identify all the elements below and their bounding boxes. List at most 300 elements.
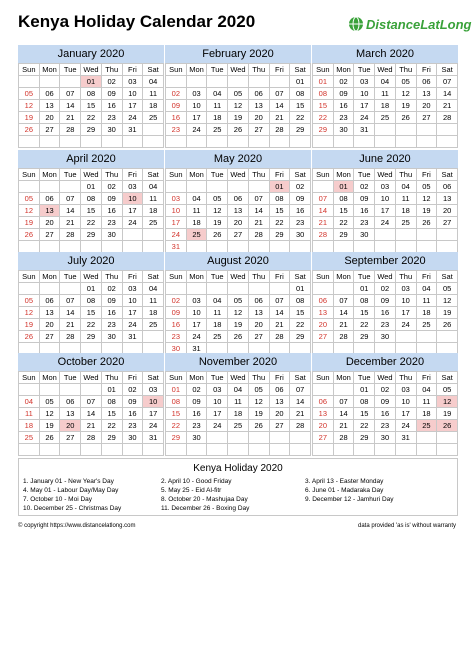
day-cell: 19: [437, 307, 458, 319]
empty-cell: [81, 444, 102, 456]
day-cell: 22: [101, 420, 122, 432]
day-cell: 04: [395, 181, 416, 193]
day-cell: 29: [101, 432, 122, 444]
holiday-item: 1. January 01 - New Year's Day: [23, 478, 114, 485]
empty-cell: [354, 241, 375, 253]
day-cell: 24: [375, 217, 396, 229]
weekday-header: Sat: [437, 372, 458, 384]
empty-cell: [186, 136, 207, 148]
month-title: February 2020: [165, 45, 311, 63]
weekday-header: Fri: [416, 372, 437, 384]
day-cell: 21: [269, 112, 290, 124]
day-cell: 03: [186, 88, 207, 100]
day-cell: 28: [290, 420, 311, 432]
day-cell: 22: [290, 319, 311, 331]
day-cell: 03: [354, 76, 375, 88]
day-cell: 31: [186, 343, 207, 355]
empty-cell: [437, 444, 458, 456]
day-cell: 25: [186, 229, 207, 241]
empty-cell: [313, 181, 334, 193]
day-cell: 30: [375, 331, 396, 343]
day-cell: 02: [166, 88, 187, 100]
empty-cell: [416, 229, 437, 241]
day-cell: 08: [101, 396, 122, 408]
day-cell: 25: [207, 124, 228, 136]
weekday-header: Tue: [60, 64, 81, 76]
day-cell: 17: [186, 319, 207, 331]
day-cell: 06: [39, 193, 60, 205]
weekday-header: Mon: [186, 169, 207, 181]
empty-cell: [186, 444, 207, 456]
day-cell: 15: [81, 100, 102, 112]
empty-cell: [143, 331, 164, 343]
day-cell: 02: [122, 384, 143, 396]
day-cell: 12: [416, 193, 437, 205]
weekday-header: Tue: [207, 169, 228, 181]
weekday-header: Wed: [81, 169, 102, 181]
day-cell: 18: [416, 408, 437, 420]
weekday-header: Wed: [375, 64, 396, 76]
month-calendar: [18, 353, 164, 456]
weekday-header: Mon: [186, 271, 207, 283]
empty-cell: [269, 444, 290, 456]
day-cell: 17: [122, 205, 143, 217]
empty-cell: [269, 241, 290, 253]
day-cell: 06: [269, 384, 290, 396]
day-cell: 09: [375, 295, 396, 307]
weekday-header: Tue: [60, 169, 81, 181]
day-cell: 27: [39, 124, 60, 136]
empty-cell: [166, 136, 187, 148]
day-cell: 07: [60, 88, 81, 100]
day-cell: 24: [186, 124, 207, 136]
day-cell: 10: [143, 396, 164, 408]
day-cell: 12: [228, 307, 249, 319]
day-cell: 19: [228, 112, 249, 124]
empty-cell: [19, 181, 40, 193]
day-cell: 22: [290, 112, 311, 124]
day-cell: 28: [248, 229, 269, 241]
day-cell: 25: [416, 420, 437, 432]
day-cell: 04: [143, 76, 164, 88]
page-title: Kenya Holiday Calendar 2020: [18, 12, 256, 31]
empty-cell: [207, 181, 228, 193]
day-cell: 23: [375, 420, 396, 432]
day-cell: 18: [207, 112, 228, 124]
day-cell: 29: [166, 432, 187, 444]
weekday-header: Sat: [143, 169, 164, 181]
day-cell: 03: [122, 283, 143, 295]
empty-cell: [269, 136, 290, 148]
weekday-header: Wed: [228, 169, 249, 181]
empty-cell: [375, 241, 396, 253]
day-cell: 04: [186, 193, 207, 205]
day-cell: 27: [416, 112, 437, 124]
day-cell: 31: [122, 331, 143, 343]
weekday-header: Tue: [60, 271, 81, 283]
weekday-header: Sun: [19, 271, 40, 283]
day-cell: 04: [19, 396, 40, 408]
day-cell: 06: [313, 295, 334, 307]
day-cell: 05: [39, 396, 60, 408]
day-cell: 09: [290, 193, 311, 205]
empty-cell: [60, 181, 81, 193]
empty-cell: [416, 124, 437, 136]
holiday-item: 9. December 12 - Jamhuri Day: [305, 496, 394, 503]
weekday-header: Sat: [437, 271, 458, 283]
day-cell: 13: [60, 408, 81, 420]
empty-cell: [207, 241, 228, 253]
empty-cell: [60, 444, 81, 456]
day-cell: 11: [143, 88, 164, 100]
day-cell: 09: [122, 396, 143, 408]
day-cell: 01: [269, 181, 290, 193]
day-cell: 11: [186, 205, 207, 217]
day-cell: 20: [313, 420, 334, 432]
day-cell: 26: [19, 229, 40, 241]
day-cell: 10: [186, 100, 207, 112]
month-calendar: [312, 353, 458, 456]
empty-cell: [313, 444, 334, 456]
empty-cell: [437, 136, 458, 148]
day-cell: 24: [207, 420, 228, 432]
day-cell: 31: [166, 241, 187, 253]
weekday-header: Wed: [81, 64, 102, 76]
day-cell: 10: [354, 88, 375, 100]
day-cell: 26: [39, 432, 60, 444]
day-cell: 15: [101, 408, 122, 420]
day-cell: 10: [122, 295, 143, 307]
weekday-header: Sat: [290, 271, 311, 283]
empty-cell: [101, 444, 122, 456]
day-cell: 18: [416, 307, 437, 319]
day-cell: 08: [81, 193, 102, 205]
weekday-header: Mon: [39, 271, 60, 283]
weekday-header: Sun: [313, 169, 334, 181]
day-cell: 22: [333, 217, 354, 229]
day-cell: 13: [437, 193, 458, 205]
day-cell: 26: [207, 229, 228, 241]
day-cell: 25: [143, 217, 164, 229]
day-cell: 10: [122, 193, 143, 205]
month-calendar: [165, 150, 311, 253]
month-title: May 2020: [165, 150, 311, 168]
month-calendar: [18, 45, 164, 148]
weekday-header: Sat: [437, 169, 458, 181]
month-calendar: [165, 252, 311, 355]
day-cell: 01: [81, 76, 102, 88]
empty-cell: [313, 283, 334, 295]
empty-cell: [395, 229, 416, 241]
day-cell: 01: [81, 283, 102, 295]
empty-cell: [143, 124, 164, 136]
day-cell: 05: [437, 384, 458, 396]
weekday-header: Mon: [39, 64, 60, 76]
empty-cell: [269, 76, 290, 88]
holiday-item: 4. May 01 - Labour Day/May Day: [23, 487, 119, 494]
day-cell: 22: [354, 319, 375, 331]
day-cell: 16: [101, 100, 122, 112]
weekday-header: Sun: [166, 271, 187, 283]
day-cell: 05: [248, 384, 269, 396]
day-cell: 03: [122, 181, 143, 193]
day-cell: 03: [395, 384, 416, 396]
empty-cell: [228, 136, 249, 148]
day-cell: 18: [375, 100, 396, 112]
empty-cell: [228, 432, 249, 444]
day-cell: 27: [39, 229, 60, 241]
day-cell: 15: [81, 205, 102, 217]
empty-cell: [122, 136, 143, 148]
weekday-header: Fri: [269, 372, 290, 384]
weekday-header: Thu: [395, 271, 416, 283]
empty-cell: [60, 241, 81, 253]
empty-cell: [166, 181, 187, 193]
empty-cell: [207, 432, 228, 444]
month-calendar: [18, 252, 164, 355]
day-cell: 14: [333, 408, 354, 420]
day-cell: 20: [39, 319, 60, 331]
day-cell: 25: [375, 112, 396, 124]
empty-cell: [166, 444, 187, 456]
day-cell: 03: [207, 384, 228, 396]
day-cell: 04: [207, 88, 228, 100]
day-cell: 18: [186, 217, 207, 229]
day-cell: 26: [437, 420, 458, 432]
day-cell: 04: [143, 283, 164, 295]
day-cell: 07: [313, 193, 334, 205]
holiday-item: 11. December 26 - Boxing Day: [161, 505, 250, 512]
day-cell: 12: [395, 88, 416, 100]
empty-cell: [333, 136, 354, 148]
day-cell: 17: [166, 217, 187, 229]
empty-cell: [81, 136, 102, 148]
day-cell: 11: [228, 396, 249, 408]
footer-copyright: © copyright https://www.distancelatlong.com: [18, 523, 136, 529]
month-title: June 2020: [312, 150, 458, 168]
day-cell: 07: [60, 295, 81, 307]
day-cell: 08: [290, 88, 311, 100]
day-cell: 03: [122, 76, 143, 88]
empty-cell: [81, 384, 102, 396]
day-cell: 29: [354, 331, 375, 343]
empty-cell: [416, 241, 437, 253]
holiday-item: 3. April 13 - Easter Monday: [305, 478, 384, 485]
day-cell: 15: [333, 205, 354, 217]
day-cell: 18: [207, 319, 228, 331]
weekday-header: Fri: [416, 64, 437, 76]
day-cell: 09: [101, 295, 122, 307]
day-cell: 28: [333, 331, 354, 343]
day-cell: 06: [416, 76, 437, 88]
day-cell: 15: [166, 408, 187, 420]
logo-text: DistanceLatLong: [366, 16, 472, 32]
day-cell: 29: [290, 124, 311, 136]
day-cell: 25: [143, 112, 164, 124]
day-cell: 01: [290, 76, 311, 88]
day-cell: 07: [290, 384, 311, 396]
day-cell: 02: [354, 181, 375, 193]
weekday-header: Mon: [333, 64, 354, 76]
day-cell: 09: [354, 193, 375, 205]
empty-cell: [290, 241, 311, 253]
day-cell: 28: [81, 432, 102, 444]
empty-cell: [60, 283, 81, 295]
day-cell: 30: [186, 432, 207, 444]
weekday-header: Thu: [101, 271, 122, 283]
weekday-header: Fri: [122, 169, 143, 181]
empty-cell: [248, 76, 269, 88]
day-cell: 25: [416, 319, 437, 331]
day-cell: 08: [81, 295, 102, 307]
weekday-header: Thu: [101, 64, 122, 76]
empty-cell: [333, 241, 354, 253]
day-cell: 30: [333, 124, 354, 136]
weekday-header: Tue: [60, 372, 81, 384]
empty-cell: [207, 76, 228, 88]
weekday-header: Thu: [248, 64, 269, 76]
day-cell: 28: [60, 229, 81, 241]
weekday-header: Tue: [207, 64, 228, 76]
month-calendar: [18, 150, 164, 253]
day-cell: 27: [313, 331, 334, 343]
day-cell: 10: [395, 396, 416, 408]
weekday-header: Mon: [333, 271, 354, 283]
day-cell: 21: [81, 420, 102, 432]
day-cell: 08: [81, 88, 102, 100]
weekday-header: Tue: [354, 64, 375, 76]
day-cell: 21: [60, 319, 81, 331]
day-cell: 13: [416, 88, 437, 100]
day-cell: 16: [122, 408, 143, 420]
day-cell: 16: [166, 112, 187, 124]
empty-cell: [143, 229, 164, 241]
day-cell: 28: [269, 124, 290, 136]
day-cell: 24: [395, 420, 416, 432]
day-cell: 07: [333, 396, 354, 408]
empty-cell: [101, 241, 122, 253]
day-cell: 18: [143, 205, 164, 217]
empty-cell: [313, 241, 334, 253]
day-cell: 03: [375, 181, 396, 193]
day-cell: 15: [354, 408, 375, 420]
day-cell: 17: [122, 100, 143, 112]
day-cell: 01: [354, 384, 375, 396]
day-cell: 19: [207, 217, 228, 229]
day-cell: 16: [354, 205, 375, 217]
day-cell: 31: [122, 124, 143, 136]
weekday-header: Sat: [143, 271, 164, 283]
empty-cell: [248, 136, 269, 148]
day-cell: 14: [333, 307, 354, 319]
day-cell: 09: [166, 100, 187, 112]
day-cell: 29: [313, 124, 334, 136]
day-cell: 08: [354, 396, 375, 408]
day-cell: 03: [143, 384, 164, 396]
day-cell: 17: [395, 307, 416, 319]
day-cell: 19: [19, 112, 40, 124]
day-cell: 07: [81, 396, 102, 408]
holiday-item: 10. December 25 - Christmas Day: [23, 505, 122, 512]
empty-cell: [19, 283, 40, 295]
day-cell: 22: [81, 217, 102, 229]
day-cell: 14: [60, 307, 81, 319]
weekday-header: Sun: [19, 64, 40, 76]
day-cell: 09: [375, 396, 396, 408]
month-title: August 2020: [165, 252, 311, 270]
empty-cell: [186, 283, 207, 295]
empty-cell: [228, 444, 249, 456]
month-calendar: [165, 45, 311, 148]
day-cell: 18: [395, 205, 416, 217]
day-cell: 04: [207, 295, 228, 307]
day-cell: 06: [39, 88, 60, 100]
day-cell: 22: [269, 217, 290, 229]
day-cell: 27: [437, 217, 458, 229]
empty-cell: [122, 241, 143, 253]
weekday-header: Sun: [313, 372, 334, 384]
empty-cell: [207, 136, 228, 148]
day-cell: 20: [248, 319, 269, 331]
weekday-header: Wed: [81, 372, 102, 384]
month-title: September 2020: [312, 252, 458, 270]
day-cell: 24: [166, 229, 187, 241]
empty-cell: [416, 444, 437, 456]
day-cell: 08: [166, 396, 187, 408]
day-cell: 15: [81, 307, 102, 319]
weekday-header: Fri: [122, 64, 143, 76]
day-cell: 05: [395, 76, 416, 88]
day-cell: 26: [437, 319, 458, 331]
empty-cell: [354, 136, 375, 148]
day-cell: 15: [269, 205, 290, 217]
day-cell: 23: [101, 319, 122, 331]
weekday-header: Mon: [186, 372, 207, 384]
empty-cell: [207, 444, 228, 456]
day-cell: 17: [375, 205, 396, 217]
empty-cell: [60, 76, 81, 88]
day-cell: 01: [81, 181, 102, 193]
empty-cell: [101, 136, 122, 148]
day-cell: 06: [313, 396, 334, 408]
day-cell: 06: [228, 193, 249, 205]
day-cell: 05: [416, 181, 437, 193]
weekday-header: Wed: [375, 271, 396, 283]
day-cell: 05: [19, 193, 40, 205]
day-cell: 04: [143, 181, 164, 193]
day-cell: 17: [354, 100, 375, 112]
month-title: November 2020: [165, 353, 311, 371]
empty-cell: [60, 384, 81, 396]
weekday-header: Sat: [290, 372, 311, 384]
month-title: October 2020: [18, 353, 164, 371]
day-cell: 28: [437, 112, 458, 124]
month-calendar: [312, 252, 458, 355]
day-cell: 13: [248, 307, 269, 319]
day-cell: 02: [101, 181, 122, 193]
day-cell: 14: [60, 100, 81, 112]
day-cell: 16: [186, 408, 207, 420]
day-cell: 12: [437, 396, 458, 408]
day-cell: 19: [248, 408, 269, 420]
weekday-header: Wed: [228, 64, 249, 76]
day-cell: 11: [207, 307, 228, 319]
day-cell: 02: [375, 283, 396, 295]
day-cell: 28: [60, 124, 81, 136]
logo[interactable]: [348, 14, 471, 34]
day-cell: 04: [375, 76, 396, 88]
globe-icon: [348, 16, 364, 32]
